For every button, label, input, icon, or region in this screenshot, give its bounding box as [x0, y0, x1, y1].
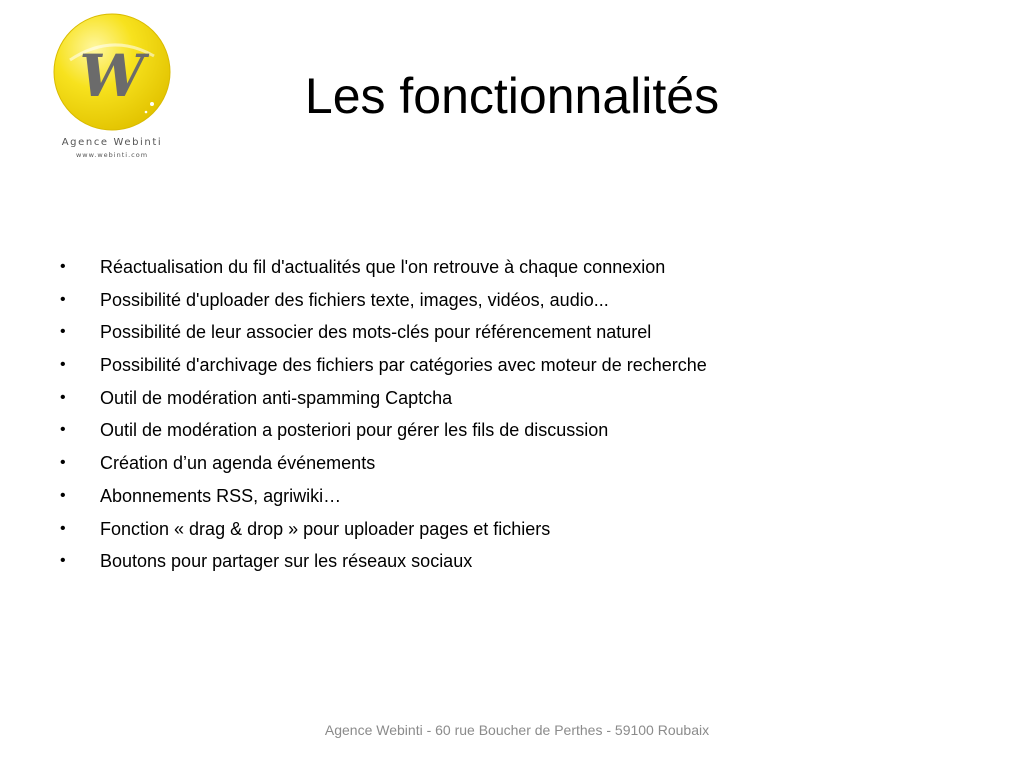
list-item — [60, 481, 980, 514]
bullet-icon: • — [60, 323, 66, 341]
list-item — [60, 415, 980, 448]
list-item-text: Réactualisation du fil d'actualités que l'on retrouve à chaque connexion — [100, 257, 666, 277]
bullet-icon: • — [60, 258, 66, 275]
list-item — [60, 252, 980, 285]
list-item — [60, 285, 980, 318]
logo-letter: W — [79, 42, 145, 110]
list-item-text: Abonnements RSS, agriwiki… — [100, 485, 342, 506]
bullet-icon: • — [60, 454, 66, 472]
list-item-text: Possibilité d'uploader des fichiers texte, images, vidéos, audio... — [100, 289, 609, 310]
list-item-text: Outil de modération a posteriori pour gérer les fils de discussion — [100, 420, 609, 441]
list-item — [60, 317, 980, 350]
list-item — [60, 546, 980, 579]
bullet-icon: • — [60, 486, 66, 504]
list-item — [60, 350, 980, 383]
list-item-text: Création d’un agenda événements — [100, 453, 376, 474]
feature-list — [60, 252, 980, 579]
footer-address: Agence Webinti - 60 rue Boucher de Perthes - 59100 Roubaix — [324, 722, 710, 738]
list-item — [60, 383, 980, 416]
list-item-text: Possibilité d'archivage des fichiers par catégories avec moteur de recherche — [100, 355, 707, 376]
bullet-icon: • — [60, 552, 66, 570]
bullet-icon: • — [60, 519, 66, 537]
list-item-text: Possibilité de leur associer des mots-clés pour référencement naturel — [100, 322, 652, 343]
logo-name: Agence Webinti — [61, 137, 163, 148]
bullet-icon: • — [60, 388, 66, 406]
list-item-text: Boutons pour partager sur les réseaux sociaux — [100, 551, 473, 572]
bullet-icon: • — [60, 356, 66, 374]
bullet-icon: • — [60, 290, 66, 308]
list-item-text: Fonction « drag & drop » pour uploader pages et fichiers — [100, 518, 551, 539]
list-item-text: Outil de modération anti-spamming Captcha — [100, 387, 453, 408]
slide-title: Les fonctionnalités — [304, 68, 720, 124]
list-item — [60, 448, 980, 481]
bullet-icon: • — [60, 421, 66, 439]
logo-url: www.webinti.com — [75, 151, 149, 159]
list-item — [60, 514, 980, 547]
